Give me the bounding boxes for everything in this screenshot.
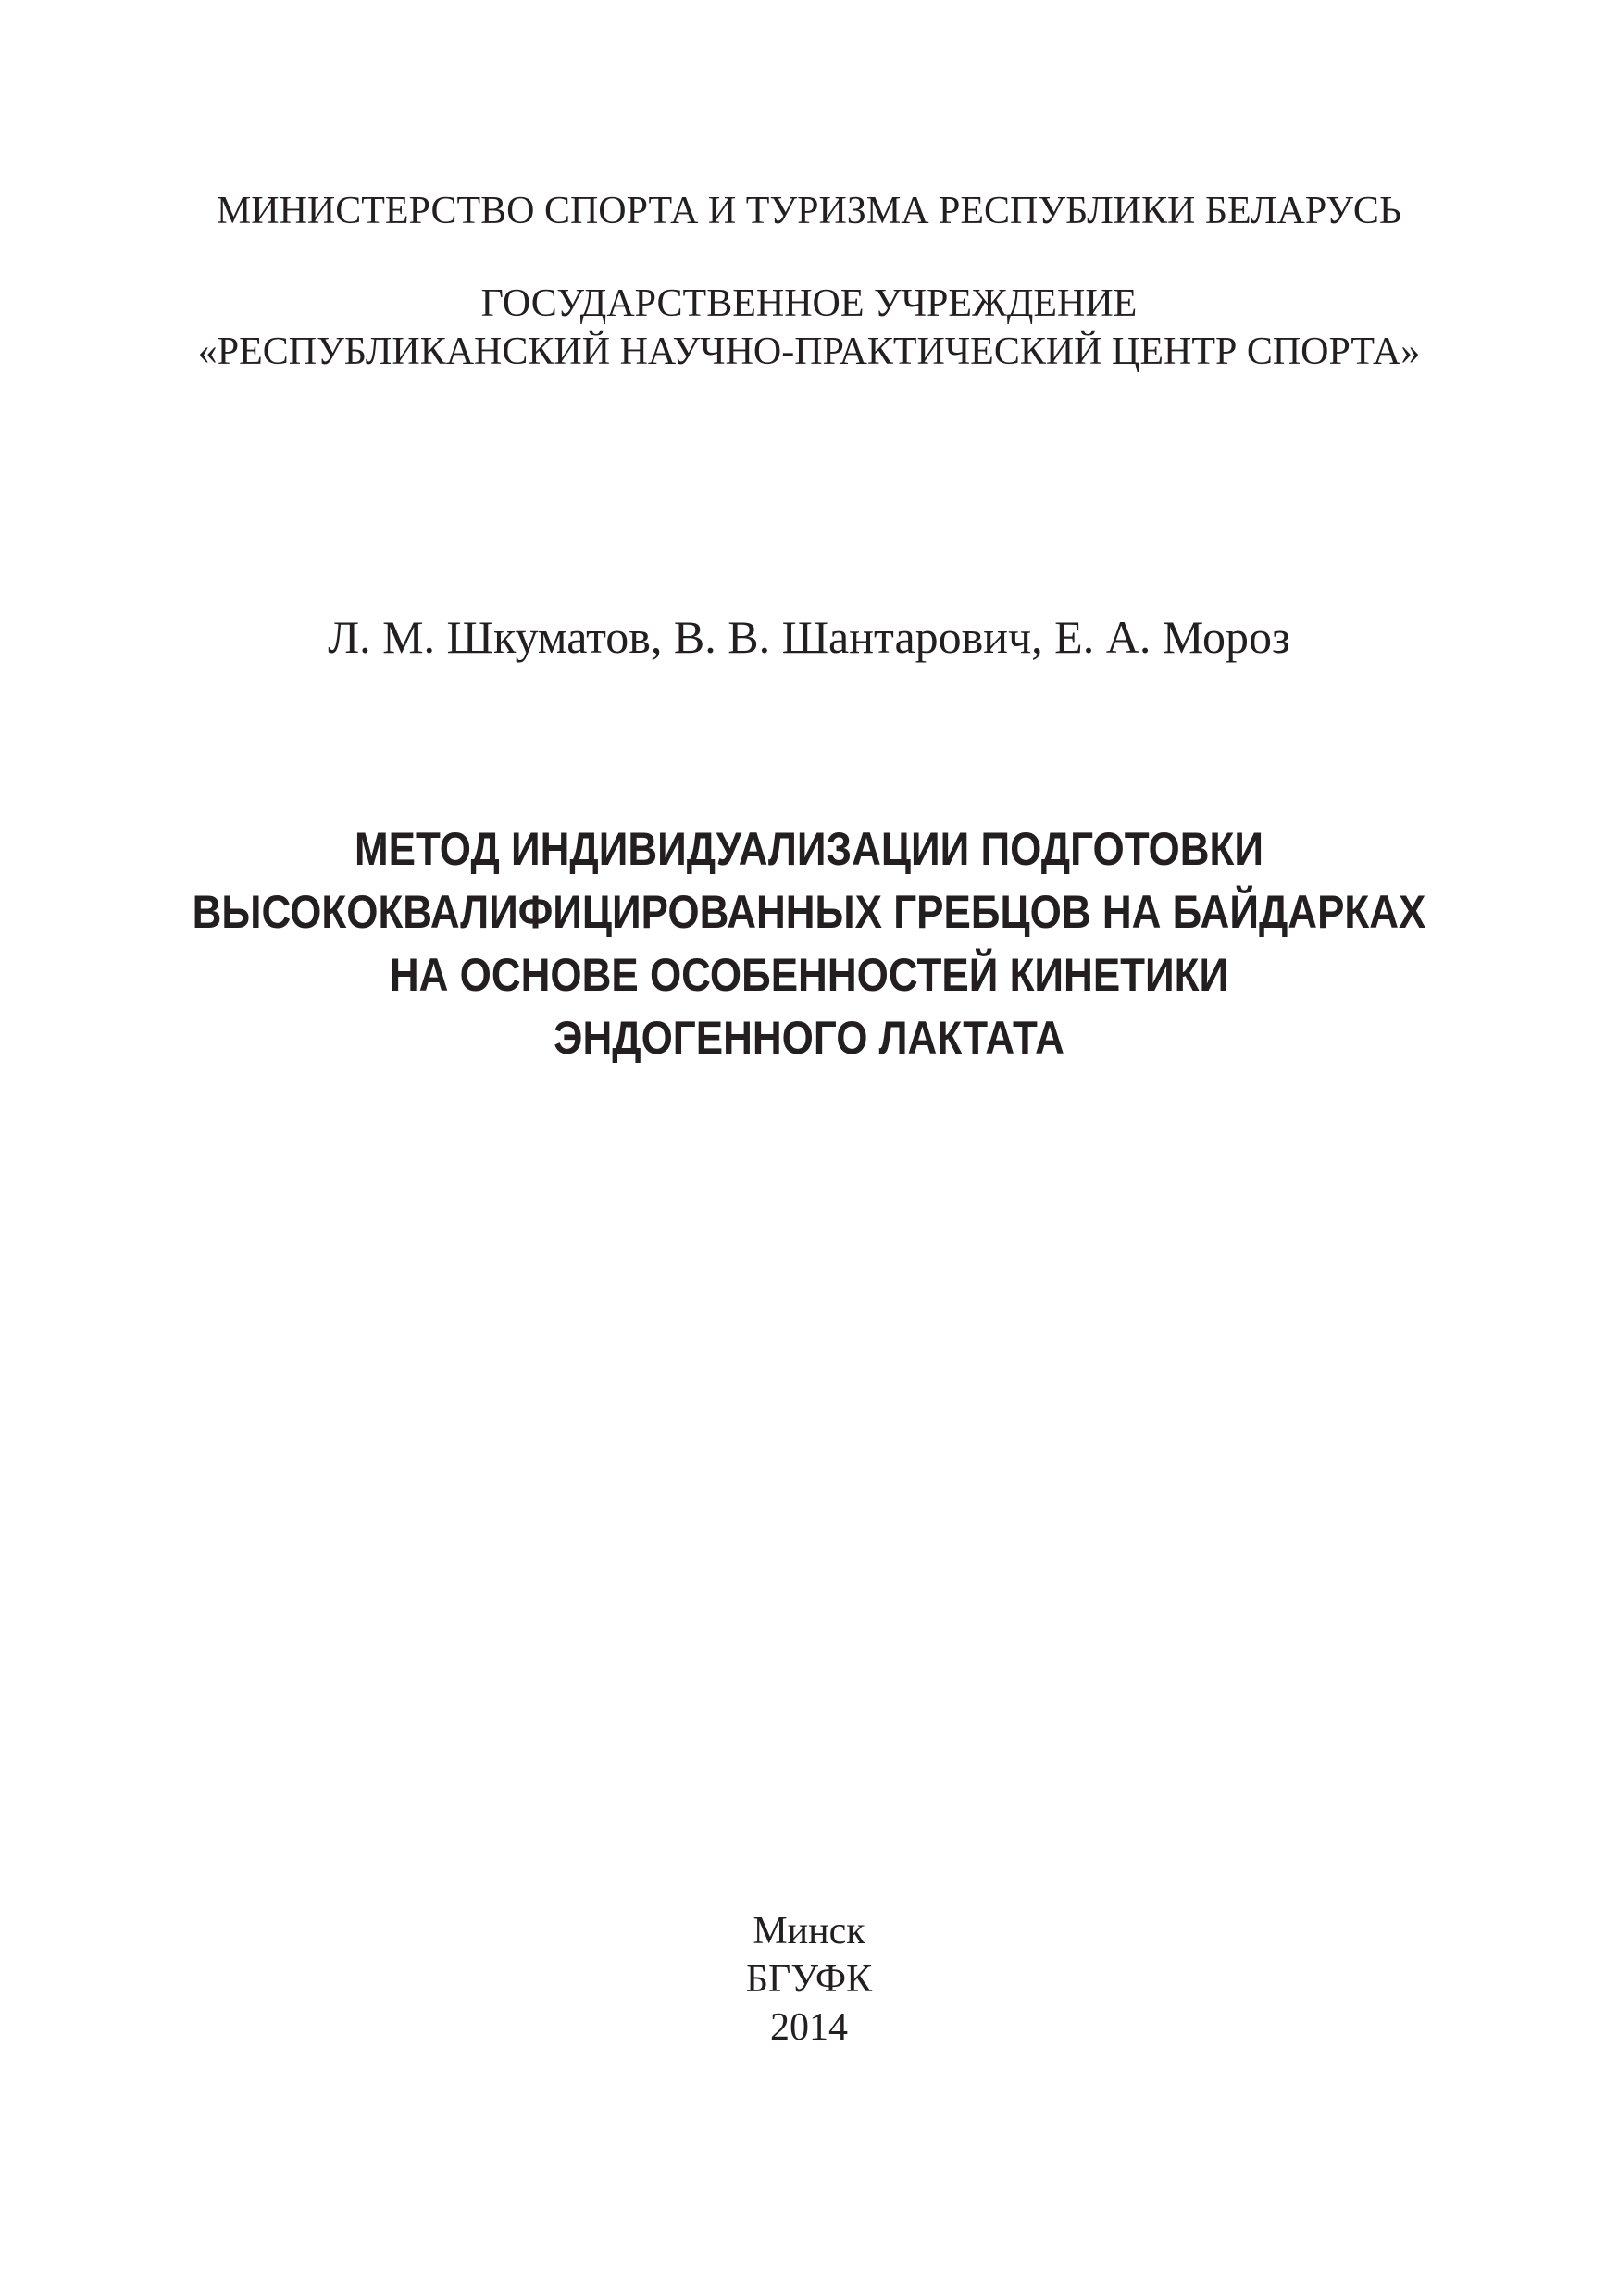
title-line-1: МЕТОД ИНДИВИДУАЛИЗАЦИИ ПОДГОТОВКИ [355, 823, 1263, 875]
institution-type-line: ГОСУДАРСТВЕННОЕ УЧРЕЖДЕНИЕ [480, 282, 1138, 325]
title-line-2: ВЫСОКОКВАЛИФИЦИРОВАННЫХ ГРЕБЦОВ НА БАЙДАРКАХ [192, 886, 1426, 938]
institution-name-line: «РЕСПУБЛИКАНСКИЙ НАУЧНО-ПРАКТИЧЕСКИЙ ЦЕНТР СПОРТА» [197, 331, 1421, 373]
imprint-publisher: БГУФК [745, 1958, 873, 2001]
title-line-3: НА ОСНОВЕ ОСОБЕННОСТЕЙ КИНЕТИКИ [389, 949, 1229, 1001]
imprint-city: Минск [753, 1910, 865, 1953]
authors-line: Л. М. Шкуматов, В. В. Шантарович, Е. А. Мороз [328, 611, 1290, 663]
title-line-4: ЭНДОГЕННОГО ЛАКТАТА [554, 1012, 1064, 1064]
ministry-line: МИНИСТЕРСТВО СПОРТА И ТУРИЗМА РЕСПУБЛИКИ БЕЛАРУСЬ [216, 190, 1402, 232]
imprint-year: 2014 [770, 2006, 848, 2049]
